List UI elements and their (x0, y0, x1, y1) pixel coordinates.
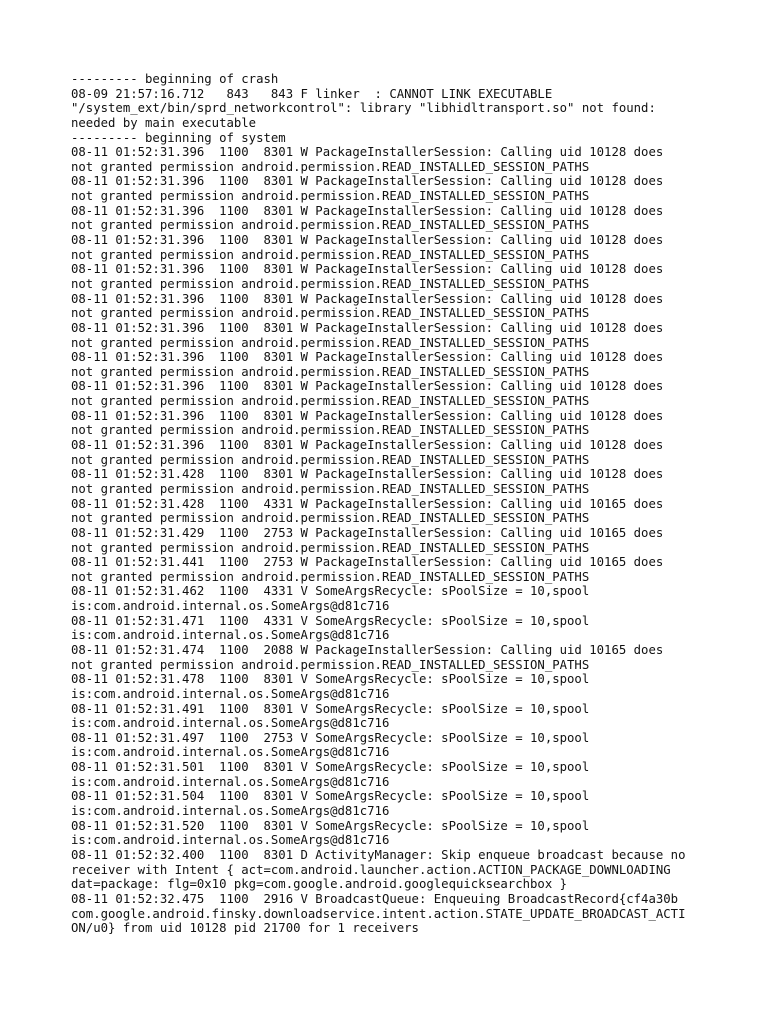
log-line: not granted permission android.permission.READ_INSTALLED_SESSION_PATHS (71, 511, 590, 526)
log-line: not granted permission android.permission.READ_INSTALLED_SESSION_PATHS (71, 189, 590, 204)
log-line: 08-11 01:52:31.396 1100 8301 W PackageInstallerSession: Calling uid 10128 does (71, 174, 664, 189)
log-line: is:com.android.internal.os.SomeArgs@d81c716 (71, 716, 390, 731)
log-line: 08-11 01:52:31.491 1100 8301 V SomeArgsRecycle: sPoolSize = 10,spool (71, 701, 590, 716)
log-line: not granted permission android.permission.READ_INSTALLED_SESSION_PATHS (71, 218, 590, 233)
log-line: 08-11 01:52:31.428 1100 4331 W PackageInstallerSession: Calling uid 10165 does (71, 496, 664, 511)
log-line: 08-09 21:57:16.712 843 843 F linker : CANNOT LINK EXECUTABLE (71, 86, 553, 101)
log-line: not granted permission android.permission.READ_INSTALLED_SESSION_PATHS (71, 540, 590, 555)
log-line: 08-11 01:52:31.497 1100 2753 V SomeArgsRecycle: sPoolSize = 10,spool (71, 730, 590, 745)
log-line: is:com.android.internal.os.SomeArgs@d81c716 (71, 804, 390, 819)
log-document (71, 72, 751, 936)
log-line: 08-11 01:52:31.471 1100 4331 V SomeArgsRecycle: sPoolSize = 10,spool (71, 613, 590, 628)
log-line: 08-11 01:52:31.462 1100 4331 V SomeArgsRecycle: sPoolSize = 10,spool (71, 584, 590, 599)
log-line: 08-11 01:52:31.474 1100 2088 W PackageInstallerSession: Calling uid 10165 does (71, 642, 664, 657)
log-line: 08-11 01:52:31.396 1100 8301 W PackageInstallerSession: Calling uid 10128 does (71, 379, 664, 394)
log-line: 08-11 01:52:31.396 1100 8301 W PackageInstallerSession: Calling uid 10128 does (71, 291, 664, 306)
log-line: 08-11 01:52:31.429 1100 2753 W PackageInstallerSession: Calling uid 10165 does (71, 525, 664, 540)
log-line: is:com.android.internal.os.SomeArgs@d81c716 (71, 686, 390, 701)
log-line: --------- beginning of system (71, 130, 286, 145)
log-line: not granted permission android.permission.READ_INSTALLED_SESSION_PATHS (71, 364, 590, 379)
log-line: com.google.android.finsky.downloadservice.intent.action.STATE_UPDATE_BROADCAST_ACTI (71, 906, 686, 921)
log-line: 08-11 01:52:31.520 1100 8301 V SomeArgsRecycle: sPoolSize = 10,spool (71, 818, 590, 833)
log-line: "/system_ext/bin/sprd_networkcontrol": library "libhidltransport.so" not found: (71, 101, 656, 116)
log-line: 08-11 01:52:31.396 1100 8301 W PackageInstallerSession: Calling uid 10128 does (71, 350, 664, 365)
log-line: 08-11 01:52:31.441 1100 2753 W PackageInstallerSession: Calling uid 10165 does (71, 555, 664, 570)
log-line: not granted permission android.permission.READ_INSTALLED_SESSION_PATHS (71, 423, 590, 438)
log-line: not granted permission android.permission.READ_INSTALLED_SESSION_PATHS (71, 335, 590, 350)
log-line: --------- beginning of crash (71, 72, 279, 86)
log-line: 08-11 01:52:31.396 1100 8301 W PackageInstallerSession: Calling uid 10128 does (71, 438, 664, 453)
log-line: not granted permission android.permission.READ_INSTALLED_SESSION_PATHS (71, 657, 590, 672)
log-line: dat=package: flg=0x10 pkg=com.google.android.googlequicksearchbox } (71, 877, 568, 892)
log-line: not granted permission android.permission.READ_INSTALLED_SESSION_PATHS (71, 306, 590, 321)
log-line: not granted permission android.permission.READ_INSTALLED_SESSION_PATHS (71, 569, 590, 584)
log-line: is:com.android.internal.os.SomeArgs@d81c716 (71, 774, 390, 789)
log-line: is:com.android.internal.os.SomeArgs@d81c716 (71, 628, 390, 643)
log-line: 08-11 01:52:32.475 1100 2916 V BroadcastQueue: Enqueuing BroadcastRecord{cf4a30b (71, 891, 679, 906)
log-line: 08-11 01:52:31.478 1100 8301 V SomeArgsRecycle: sPoolSize = 10,spool (71, 672, 590, 687)
log-line: 08-11 01:52:31.501 1100 8301 V SomeArgsRecycle: sPoolSize = 10,spool (71, 760, 590, 775)
log-line: is:com.android.internal.os.SomeArgs@d81c716 (71, 833, 390, 848)
log-line: not granted permission android.permission.READ_INSTALLED_SESSION_PATHS (71, 452, 590, 467)
log-line: not granted permission android.permission.READ_INSTALLED_SESSION_PATHS (71, 247, 590, 262)
log-line: 08-11 01:52:32.400 1100 8301 D ActivityManager: Skip enqueue broadcast because no (71, 847, 686, 862)
log-line: 08-11 01:52:31.396 1100 8301 W PackageInstallerSession: Calling uid 10128 does (71, 262, 664, 277)
log-line: 08-11 01:52:31.396 1100 8301 W PackageInstallerSession: Calling uid 10128 does (71, 145, 664, 160)
log-line: 08-11 01:52:31.396 1100 8301 W PackageInstallerSession: Calling uid 10128 does (71, 320, 664, 335)
log-line: ON/u0} from uid 10128 pid 21700 for 1 receivers (71, 921, 419, 936)
log-line: not granted permission android.permission.READ_INSTALLED_SESSION_PATHS (71, 481, 590, 496)
log-line: 08-11 01:52:31.396 1100 8301 W PackageInstallerSession: Calling uid 10128 does (71, 233, 664, 248)
log-line: receiver with Intent { act=com.android.launcher.action.ACTION_PACKAGE_DOWNLOADING (71, 862, 671, 877)
log-line: 08-11 01:52:31.396 1100 8301 W PackageInstallerSession: Calling uid 10128 does (71, 203, 664, 218)
log-line: not granted permission android.permission.READ_INSTALLED_SESSION_PATHS (71, 159, 590, 174)
log-line: 08-11 01:52:31.428 1100 8301 W PackageInstallerSession: Calling uid 10128 does (71, 467, 664, 482)
log-line: not granted permission android.permission.READ_INSTALLED_SESSION_PATHS (71, 394, 590, 409)
log-line: is:com.android.internal.os.SomeArgs@d81c716 (71, 745, 390, 760)
log-line: 08-11 01:52:31.396 1100 8301 W PackageInstallerSession: Calling uid 10128 does (71, 408, 664, 423)
log-line: 08-11 01:52:31.504 1100 8301 V SomeArgsRecycle: sPoolSize = 10,spool (71, 789, 590, 804)
log-line: needed by main executable (71, 115, 257, 130)
log-line: not granted permission android.permission.READ_INSTALLED_SESSION_PATHS (71, 276, 590, 291)
log-line: is:com.android.internal.os.SomeArgs@d81c716 (71, 599, 390, 614)
